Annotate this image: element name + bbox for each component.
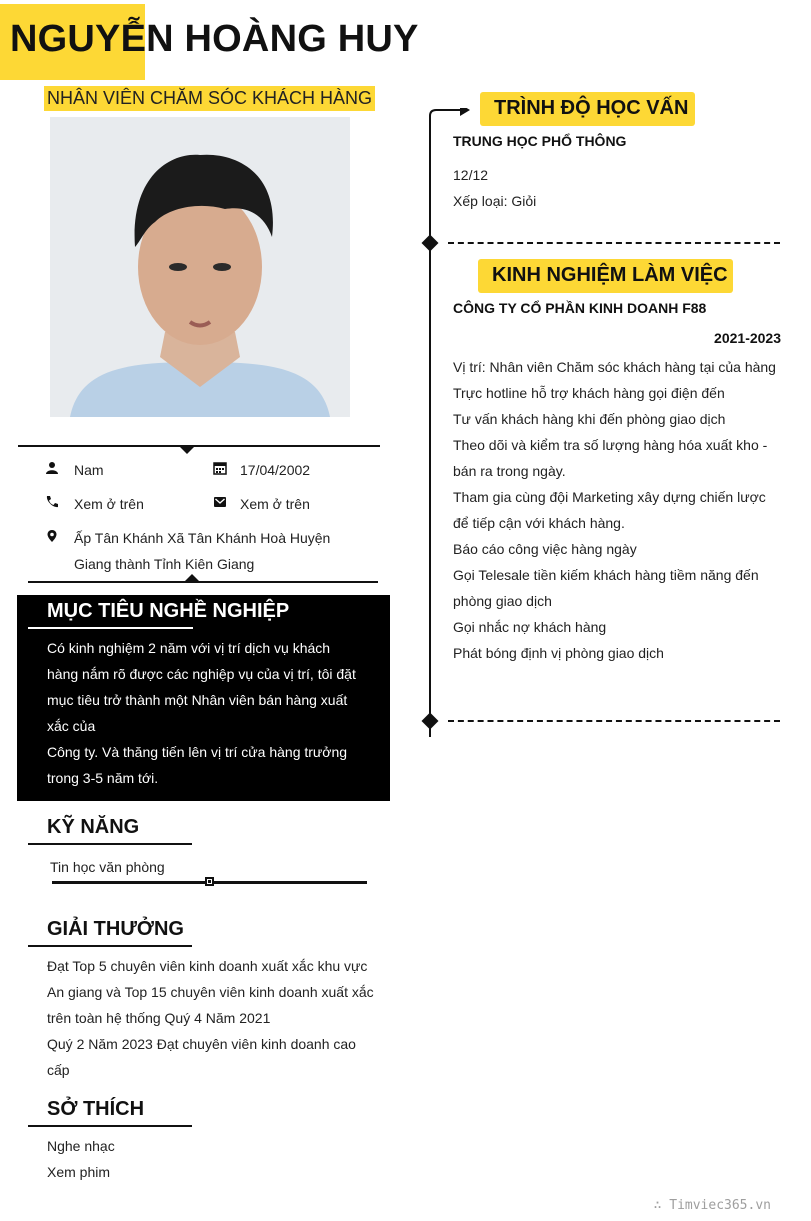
awards-underline — [28, 945, 192, 947]
education-grade: 12/12 — [453, 167, 489, 183]
email-icon — [213, 495, 227, 514]
info-top-divider — [18, 445, 380, 447]
experience-line: Tham gia cùng đội Marketing xây dựng chiến lược — [453, 489, 766, 505]
experience-line: Báo cáo công việc hàng ngày — [453, 541, 637, 557]
experience-line: Gọi nhắc nợ khách hàng — [453, 619, 607, 635]
award-line: Quý 2 Năm 2023 Đạt chuyên viên kinh doanh cao — [47, 1036, 356, 1052]
experience-details — [453, 354, 781, 666]
profile-photo — [50, 117, 350, 417]
candidate-name: NGUYỄN HOÀNG HUY — [10, 18, 419, 60]
gender-value: Nam — [74, 462, 104, 478]
experience-line: bán ra trong ngày. — [453, 463, 566, 479]
hobbies-list — [47, 1133, 115, 1185]
experience-company: CÔNG TY CỔ PHẦN KINH DOANH F88 — [453, 300, 707, 316]
timeline-diamond-icon — [422, 713, 439, 730]
experience-line: Phát bóng định vị phòng giao dịch — [453, 645, 664, 661]
objective-line: Công ty. Và thăng tiến lên vị trí cửa hàng trưởng — [47, 744, 348, 760]
hobbies-title: SỞ THÍCH — [47, 1098, 145, 1120]
job-position: NHÂN VIÊN CHĂM SÓC KHÁCH HÀNG — [44, 86, 375, 111]
timeline-diamond-icon — [422, 235, 439, 252]
skill-name: Tin học văn phòng — [50, 859, 165, 875]
address-line-2: Giang thành Tỉnh Kiên Giang — [74, 556, 255, 572]
phone-value: Xem ở trên — [74, 496, 144, 512]
experience-line: để tiếp cận với khách hàng. — [453, 515, 625, 531]
skill-level-marker-dot — [208, 880, 211, 883]
skills-underline — [28, 843, 192, 845]
objective-title: MỤC TIÊU NGHỀ NGHIỆP — [47, 600, 290, 622]
email-value: Xem ở trên — [240, 496, 310, 512]
hobby-item: Xem phim — [47, 1164, 111, 1180]
calendar-icon — [213, 461, 227, 480]
experience-period: 2021-2023 — [714, 330, 781, 346]
user-icon — [45, 461, 59, 480]
award-line: trên toàn hệ thống Quý 4 Năm 2021 — [47, 1010, 271, 1026]
skill-level-marker — [205, 877, 214, 886]
experience-line: Gọi Telesale tiền kiếm khách hàng tiềm năng đến — [453, 567, 759, 583]
objective-line: mục tiêu trở thành một Nhân viên bán hàng xuất — [47, 692, 348, 708]
hobby-item: Nghe nhạc — [47, 1138, 115, 1154]
objective-line: hàng nắm rõ được các nghiệp vụ của vị trí, tôi đặt — [47, 666, 356, 682]
timeline-line — [429, 120, 431, 737]
skills-title: KỸ NĂNG — [47, 816, 140, 838]
award-line: An giang và Top 15 chuyên viên kinh doanh xuất xắc — [47, 984, 374, 1000]
objective-line: xắc của — [47, 718, 96, 734]
education-rank: Xếp loại: Giỏi — [453, 193, 537, 209]
birthdate-value: 17/04/2002 — [240, 462, 311, 478]
experience-line: Trực hotline hỗ trợ khách hàng gọi điện đến — [453, 385, 725, 401]
hobbies-underline — [28, 1125, 192, 1127]
address-line-1: Ấp Tân Khánh Xã Tân Khánh Hoà Huyện — [74, 530, 331, 546]
experience-line: Vị trí: Nhân viên Chăm sóc khách hàng tại của hàng — [453, 359, 776, 375]
education-school: TRUNG HỌC PHỔ THÔNG — [453, 133, 627, 149]
objective-line: trong 3-5 năm tới. — [47, 770, 159, 786]
experience-line: phòng giao dịch — [453, 593, 552, 609]
phone-icon — [45, 495, 59, 514]
award-line: cấp — [47, 1062, 70, 1078]
triangle-down-icon — [179, 446, 195, 454]
experience-title: KINH NGHIỆM LÀM VIỆC — [492, 264, 728, 286]
section-dashed-divider — [448, 242, 780, 244]
awards-text — [47, 953, 379, 1083]
timeline-arrow-icon — [428, 108, 472, 129]
portrait-image — [50, 117, 350, 417]
map-pin-icon — [45, 529, 59, 548]
objective-text — [47, 635, 359, 791]
experience-line: Tư vấn khách hàng khi đến phòng giao dịch — [453, 411, 726, 427]
objective-underline — [28, 627, 193, 629]
address-value — [74, 525, 374, 577]
watermark: ∴ Timviec365.vn — [653, 1198, 771, 1213]
experience-line: Theo dõi và kiểm tra số lượng hàng hóa xuất kho - — [453, 437, 768, 453]
education-title: TRÌNH ĐỘ HỌC VẤN — [494, 97, 689, 119]
section-dashed-divider — [448, 720, 780, 722]
awards-title: GIẢI THƯỞNG — [47, 918, 184, 940]
info-bottom-divider — [28, 581, 378, 583]
objective-line: Có kinh nghiệm 2 năm với vị trí dịch vụ khách — [47, 640, 331, 656]
award-line: Đạt Top 5 chuyên viên kinh doanh xuất xắc khu vực — [47, 958, 368, 974]
